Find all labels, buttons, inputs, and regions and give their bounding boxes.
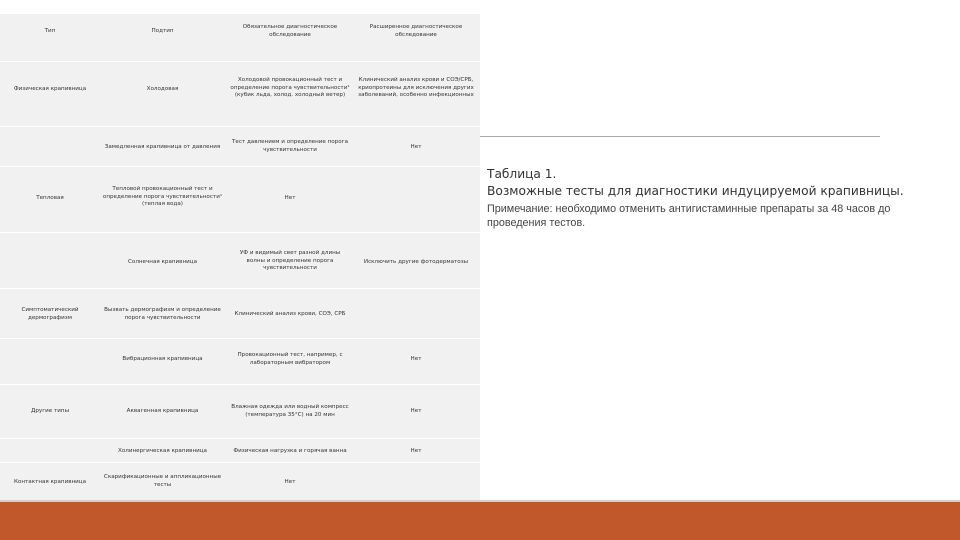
table-cell: Нет bbox=[410, 356, 422, 362]
table-cell: Аквагенная крапивница bbox=[126, 408, 199, 414]
table-cell: Нет bbox=[284, 479, 296, 485]
table-cell: Вибрационная крапивница bbox=[122, 356, 203, 362]
table-cell: Холинергическая крапивница bbox=[118, 448, 207, 454]
table-cell: Солнечная крапивница bbox=[127, 259, 197, 265]
table-cell: Нет bbox=[410, 448, 422, 454]
divider-rule bbox=[480, 136, 880, 137]
row-divider bbox=[0, 384, 480, 385]
table-cell: Провокационный тест, например, с лабораторным вибратором bbox=[237, 352, 343, 366]
table-cell: Тест давлением и определение порога чувствительности bbox=[231, 139, 349, 153]
caption-title-line1: Таблица 1. bbox=[487, 167, 557, 181]
row-divider bbox=[0, 462, 480, 463]
footer-accent-bar bbox=[0, 502, 960, 540]
criteria-table bbox=[0, 14, 480, 500]
table-cell: Тепловой провокационный тест и определение порога чувствительности¹ (теплая вода) bbox=[102, 186, 223, 207]
row-divider bbox=[0, 166, 480, 167]
table-cell: Тепловая bbox=[36, 195, 64, 201]
row-divider bbox=[0, 288, 480, 289]
row-divider bbox=[0, 61, 480, 62]
table-cell: Физическая нагрузка и горячая ванна bbox=[233, 448, 347, 454]
row-divider bbox=[0, 338, 480, 339]
table-caption bbox=[487, 166, 927, 230]
table-cell: Контактная крапивница bbox=[13, 479, 87, 485]
row-divider bbox=[0, 438, 480, 439]
table-cell: Замедленная крапивница от давления bbox=[104, 144, 221, 150]
header-type: Тип bbox=[44, 28, 56, 34]
table-cell: Клинический анализ крови и СОЭ/СРБ, криопротеины для исключения других заболеваний, особенно инфекционных bbox=[358, 77, 474, 98]
row-divider bbox=[0, 232, 480, 233]
table-cell: УФ и видимый свет разной длины волны и определение порога чувствительности bbox=[239, 250, 341, 271]
row-divider bbox=[0, 126, 480, 127]
table-cell: Вызвать дермографизм и определение порога чувствительности bbox=[104, 307, 221, 321]
table-cell: Другие типы bbox=[31, 408, 69, 414]
table-cell: Нет bbox=[410, 144, 422, 150]
caption-title-line2: Возможные тесты для диагностики индуцируемой крапивницы. bbox=[487, 184, 904, 198]
header-required: Обязательное диагностическое обследование bbox=[242, 24, 338, 38]
table-cell: Физическая крапивница bbox=[13, 86, 87, 92]
table-cell: Симптоматический дермографизм bbox=[21, 307, 79, 321]
table-cell: Нет bbox=[410, 408, 422, 414]
header-subtype: Подтип bbox=[151, 28, 174, 34]
table-cell: Влажная одежда или водный компресс (температура 35°С) на 20 мин bbox=[231, 404, 349, 418]
table-cell: Исключить другие фотодерматозы bbox=[363, 259, 469, 265]
table-cell: Скарификационные и аппликационные тесты bbox=[103, 474, 222, 488]
table-cell: Холодовой провокационный тест и определение порога чувствительности¹ (кубик льда, холод. холодный ветер) bbox=[230, 77, 350, 98]
table-cell: Клинический анализ крови, СОЭ, СРБ bbox=[234, 311, 346, 317]
caption-note: Примечание: необходимо отменить антигистаминные препараты за 48 часов до проведения тестов. bbox=[487, 203, 891, 229]
table-cell: Нет bbox=[284, 195, 296, 201]
table-cell: Холодовая bbox=[146, 86, 179, 92]
header-extended: Расширенное диагностическое обследование bbox=[369, 24, 463, 38]
